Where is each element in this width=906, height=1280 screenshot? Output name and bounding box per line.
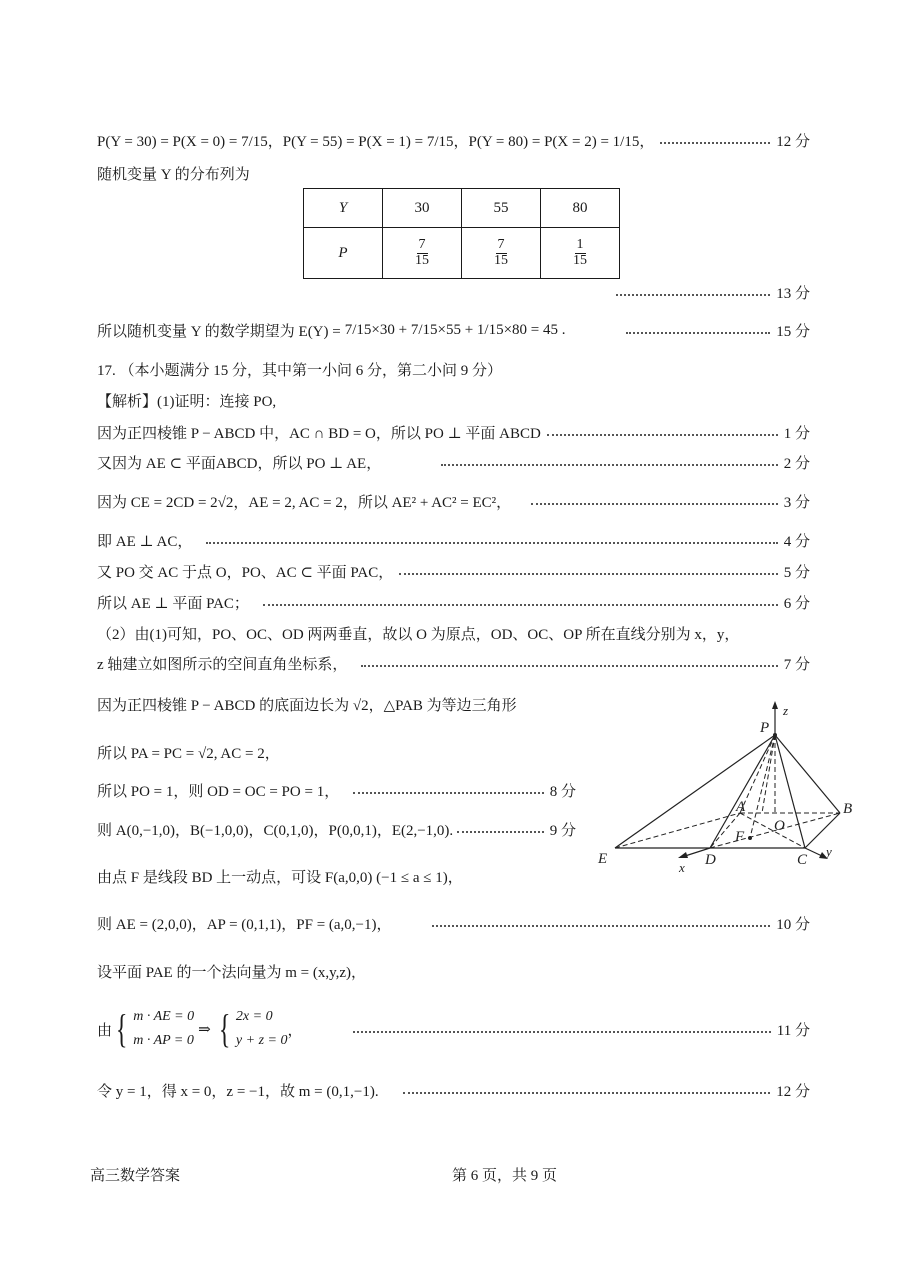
score-label: 12 分 bbox=[776, 1083, 810, 1100]
label-z: z bbox=[783, 703, 789, 718]
step-line bbox=[97, 559, 810, 583]
q17-heading-text: 17. （本小题满分 15 分，其中第一小问 6 分，第二小问 9 分） bbox=[97, 362, 503, 379]
step-line bbox=[97, 1078, 810, 1102]
label-e: E bbox=[598, 851, 608, 867]
step-line bbox=[97, 489, 810, 513]
info-text: 因为正四棱锥 P − ABCD 的底面边长为 √2，△PAB 为等边三角形 bbox=[97, 697, 517, 714]
label-x: x bbox=[679, 860, 685, 875]
step-text: 所以 AE ⊥ 平面 PAC； bbox=[97, 595, 249, 612]
equation-system-line bbox=[97, 1004, 810, 1054]
label-c: C bbox=[797, 852, 808, 868]
step-line bbox=[97, 778, 576, 802]
leader-dots bbox=[531, 503, 778, 505]
step-text: 因为正四棱锥 P − ABCD 中，AC ∩ BD = O，所以 PO ⊥ 平面 ABCD bbox=[97, 425, 541, 442]
score-label: 5 分 bbox=[783, 564, 810, 581]
step-line bbox=[97, 590, 810, 614]
score-label: 9 分 bbox=[549, 822, 576, 839]
step-text: 即 AE ⊥ AC， bbox=[97, 533, 193, 550]
info-text: 所以 PA = PC = √2, AC = 2， bbox=[97, 745, 280, 762]
table-row bbox=[304, 189, 620, 228]
step-line bbox=[97, 651, 810, 675]
step-line bbox=[97, 911, 810, 935]
prob-line bbox=[97, 128, 810, 152]
point-f bbox=[748, 836, 752, 840]
dist-intro bbox=[97, 161, 810, 185]
footer-page-number: 第 6 页，共 9 页 bbox=[452, 1168, 558, 1184]
denominator: 15 bbox=[415, 252, 429, 268]
score-label: 3 分 bbox=[783, 494, 810, 511]
label-p: P bbox=[760, 720, 770, 736]
value-cell: 80 bbox=[541, 189, 620, 228]
leader-dots bbox=[399, 573, 778, 575]
expectation-line bbox=[97, 318, 810, 342]
score-label: 7 分 bbox=[783, 656, 810, 673]
step-line bbox=[97, 420, 810, 444]
score-label: 11 分 bbox=[776, 1022, 810, 1039]
leader-dots bbox=[206, 542, 777, 544]
score-line-13 bbox=[610, 280, 810, 304]
expectation-expr: 7/15×30 + 7/15×55 + 1/15×80 = 45 . bbox=[344, 321, 566, 338]
score-label: 15 分 bbox=[776, 323, 810, 340]
step-text: 因为 CE = 2CD = 2√2，AE = 2, AC = 2，所以 AE² + AC² = EC²， bbox=[97, 494, 512, 511]
score-label: 1 分 bbox=[783, 425, 810, 442]
denominator: 15 bbox=[494, 252, 508, 268]
system-eq: 2x = 0 bbox=[235, 1009, 273, 1024]
leader-dots bbox=[361, 665, 777, 667]
footer-doc-title: 高三数学答案 bbox=[90, 1168, 181, 1184]
value-cell: 55 bbox=[462, 189, 541, 228]
leader-dots bbox=[432, 925, 771, 927]
score-label: 4 分 bbox=[783, 533, 810, 550]
distribution-table bbox=[303, 188, 620, 279]
row-header-y: Y bbox=[304, 189, 383, 228]
score-label: 10 分 bbox=[776, 916, 810, 933]
row-header-p: P bbox=[304, 228, 383, 279]
part2-text: （2）由(1)可知，PO、OC、OD 两两垂直，故以 O 为原点，OD、OC、OP 所在直线分别为 x，y， bbox=[97, 626, 740, 643]
score-label: 6 分 bbox=[783, 595, 810, 612]
analysis-start bbox=[97, 388, 810, 412]
step-line bbox=[97, 817, 576, 841]
system-eq: m · AE = 0 bbox=[133, 1009, 195, 1024]
q17-heading bbox=[97, 357, 810, 381]
step-line bbox=[97, 528, 810, 552]
leader-dots bbox=[353, 792, 544, 794]
leader-dots bbox=[263, 604, 778, 606]
denominator: 15 bbox=[573, 252, 587, 268]
pyramid-diagram bbox=[590, 695, 870, 880]
step-text: 令 y = 1，得 x = 0，z = −1，故 m = (0,1,−1). bbox=[97, 1083, 379, 1100]
leader-dots bbox=[441, 464, 778, 466]
label-d: D bbox=[705, 852, 716, 868]
system-eq: y + z = 0 bbox=[235, 1033, 288, 1048]
numerator: 1 bbox=[576, 236, 584, 252]
table-row bbox=[304, 228, 620, 279]
prob-cell bbox=[383, 228, 462, 279]
system-eq: m · AP = 0 bbox=[133, 1033, 194, 1048]
score-label: 13 分 bbox=[776, 285, 810, 302]
numerator: 7 bbox=[418, 236, 426, 252]
part2-line bbox=[97, 621, 810, 645]
leader-dots bbox=[457, 831, 544, 833]
prob-cell bbox=[541, 228, 620, 279]
step-text: 则 A(0,−1,0)，B(−1,0,0)，C(0,1,0)，P(0,0,1)，E(2,−1,0). bbox=[97, 822, 454, 839]
info-text: 由点 F 是线段 BD 上一动点，可设 F(a,0,0) (−1 ≤ a ≤ 1)， bbox=[97, 869, 463, 886]
info-text: 设平面 PAE 的一个法向量为 m = (x,y,z)， bbox=[97, 964, 367, 981]
step-text: 又 PO 交 AC 于点 O，PO、AC ⊂ 平面 PAC， bbox=[97, 564, 394, 581]
prob-text: P(Y = 30) = P(X = 0) = 7/15，P(Y = 55) = P(X = 1) = 7/15，P(Y = 80) = P(X = 2) = 1/15， bbox=[97, 133, 655, 150]
leader-dots bbox=[616, 294, 770, 296]
point-p bbox=[773, 733, 777, 737]
system-right bbox=[215, 1005, 288, 1053]
leader-dots bbox=[660, 142, 770, 144]
label-f: F bbox=[735, 829, 745, 845]
analysis-start-text: 【解析】(1)证明：连接 PO, bbox=[97, 393, 277, 410]
info-line bbox=[97, 959, 810, 983]
implies-arrow: ⇒ bbox=[198, 1021, 211, 1038]
label-y: y bbox=[826, 844, 832, 859]
label-o: O bbox=[774, 818, 785, 834]
brace-glyph: { bbox=[115, 1006, 128, 1051]
expectation-prefix: 所以随机变量 Y 的数学期望为 E(Y) = bbox=[97, 323, 341, 340]
leader-dots bbox=[403, 1092, 771, 1094]
step-text: 则 AE = (2,0,0)，AP = (0,1,1)，PF = (a,0,−1)， bbox=[97, 916, 392, 933]
leader-dots bbox=[353, 1031, 771, 1033]
brace-glyph: { bbox=[218, 1006, 231, 1051]
prob-cell bbox=[462, 228, 541, 279]
label-b: B bbox=[843, 801, 853, 817]
step-line bbox=[97, 450, 810, 474]
label-a: A bbox=[736, 799, 746, 815]
system-left bbox=[112, 1005, 194, 1053]
value-cell: 30 bbox=[383, 189, 462, 228]
step-text: z 轴建立如图所示的空间直角坐标系， bbox=[97, 656, 348, 673]
leader-dots bbox=[626, 332, 771, 334]
score-label: 12 分 bbox=[776, 133, 810, 150]
system-prefix: 由 bbox=[97, 1022, 113, 1039]
system-suffix: ， bbox=[287, 1022, 303, 1039]
score-label: 2 分 bbox=[783, 455, 810, 472]
dist-intro-text: 随机变量 Y 的分布列为 bbox=[97, 166, 250, 183]
step-text: 又因为 AE ⊂ 平面ABCD，所以 PO ⊥ AE， bbox=[97, 455, 382, 472]
step-text: 所以 PO = 1，则 OD = OC = PO = 1， bbox=[97, 783, 340, 800]
numerator: 7 bbox=[497, 236, 505, 252]
score-label: 8 分 bbox=[549, 783, 576, 800]
leader-dots bbox=[547, 434, 778, 436]
